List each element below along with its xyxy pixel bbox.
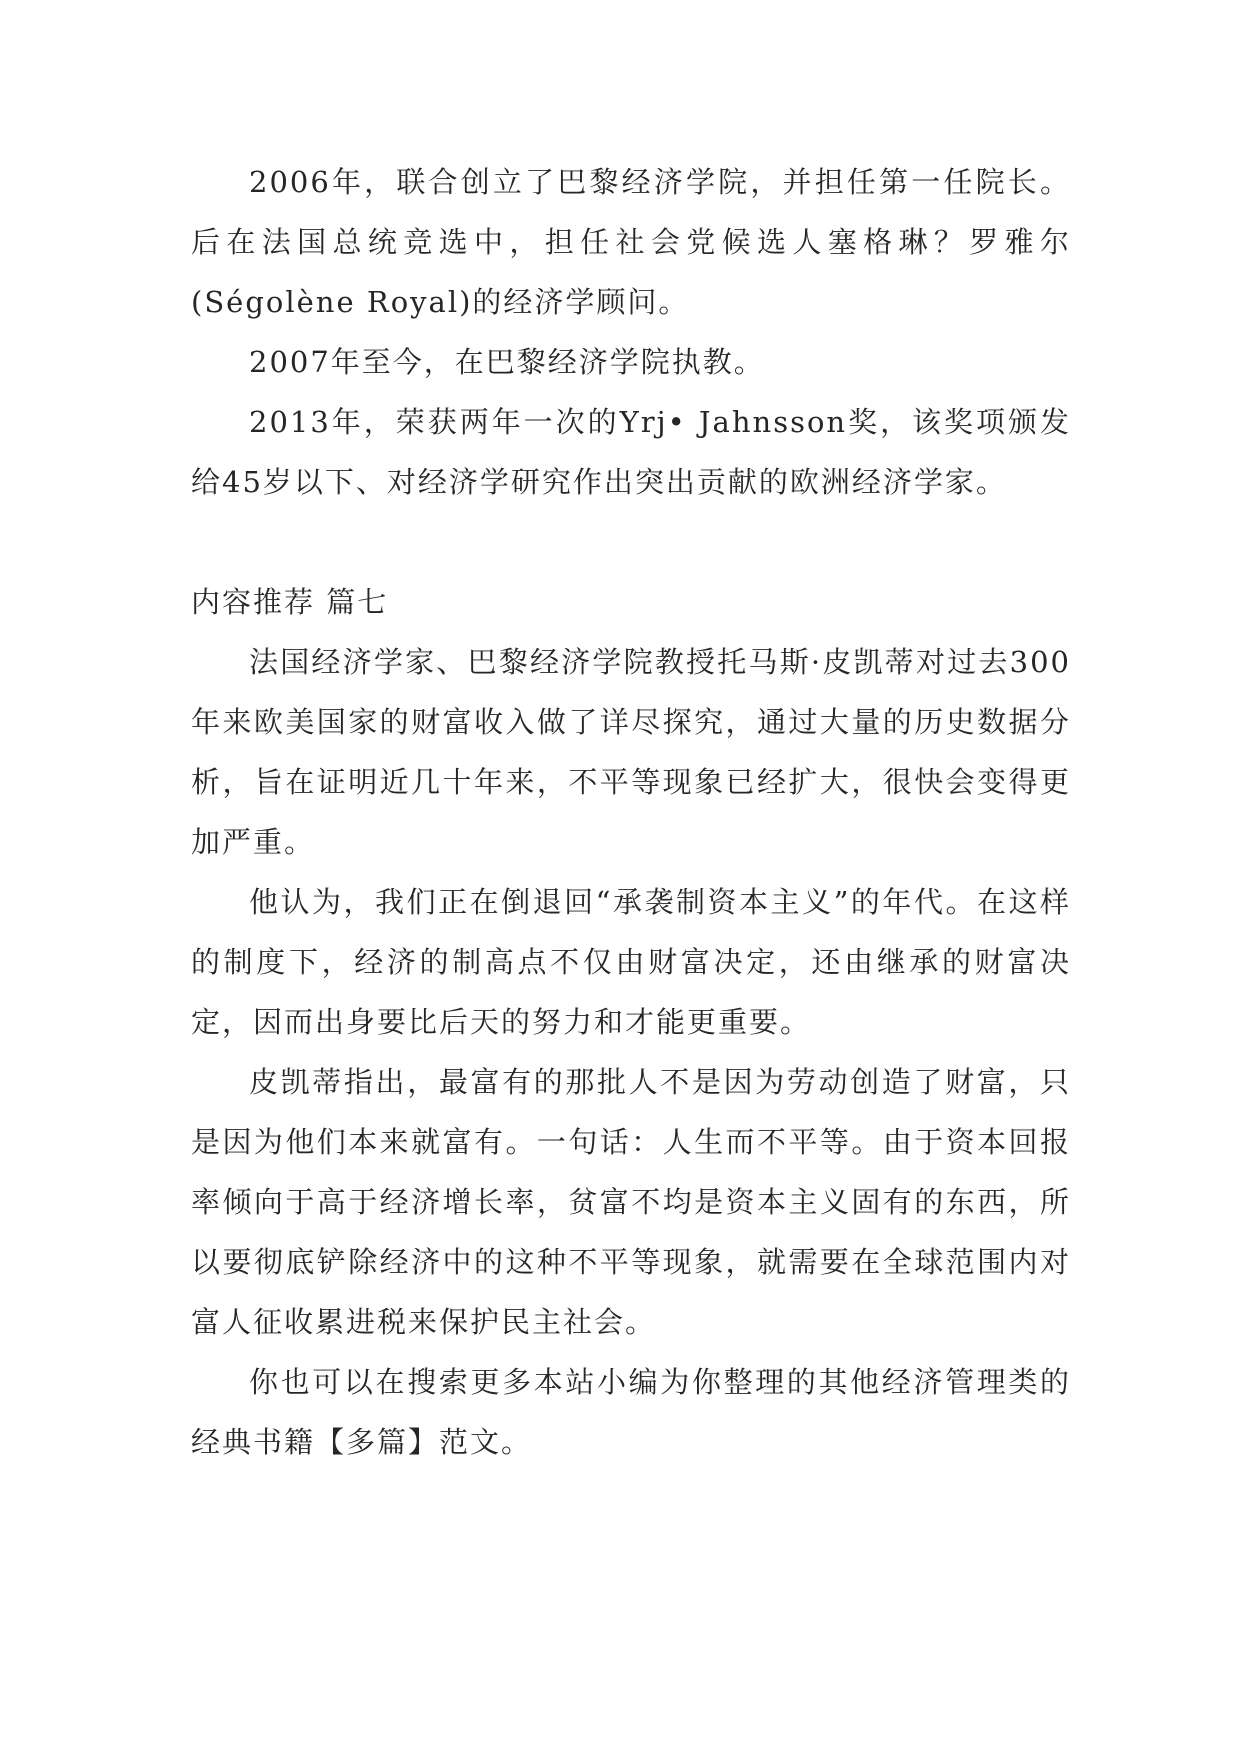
paragraph-argument: 皮凯蒂指出，最富有的那批人不是因为劳动创造了财富，只是因为他们本来就富有。一句话：人生而不平等。由于资本回报率倾向于高于经济增长率，贫富不均是资本主义固有的东西，所以要彻底铲除经济中的这种不平等现象，就需要在全球范围内对富人征收累进税来保护民主社会。 [191, 1065, 1071, 1339]
paragraph-intro: 法国经济学家、巴黎经济学院教授托马斯·皮凯蒂对过去300年来欧美国家的财富收入做了详尽探究，通过大量的历史数据分析，旨在证明近几十年来，不平等现象已经扩大，很快会变得更加严重。 [191, 645, 1071, 859]
section-heading: 内容推荐 篇七 [191, 585, 389, 619]
paragraph-2006: 2006年，联合创立了巴黎经济学院，并担任第一任院长。后在法国总统竞选中，担任社会党候选人塞格琳？罗雅尔(Ségolène Royal)的经济学顾问。 [191, 165, 1071, 319]
document-body [191, 152, 1071, 1472]
paragraph-closing: 你也可以在搜索更多本站小编为你整理的其他经济管理类的经典书籍【多篇】范文。 [191, 1365, 1071, 1459]
paragraph-opinion: 他认为，我们正在倒退回“承袭制资本主义”的年代。在这样的制度下，经济的制高点不仅由财富决定，还由继承的财富决定，因而出身要比后天的努力和才能更重要。 [191, 885, 1071, 1039]
paragraph-2007: 2007年至今，在巴黎经济学院执教。 [249, 345, 765, 379]
paragraph-2013: 2013年，荣获两年一次的Yrj• Jahnsson奖，该奖项颁发给45岁以下、对经济学研究作出突出贡献的欧洲经济学家。 [191, 405, 1071, 499]
